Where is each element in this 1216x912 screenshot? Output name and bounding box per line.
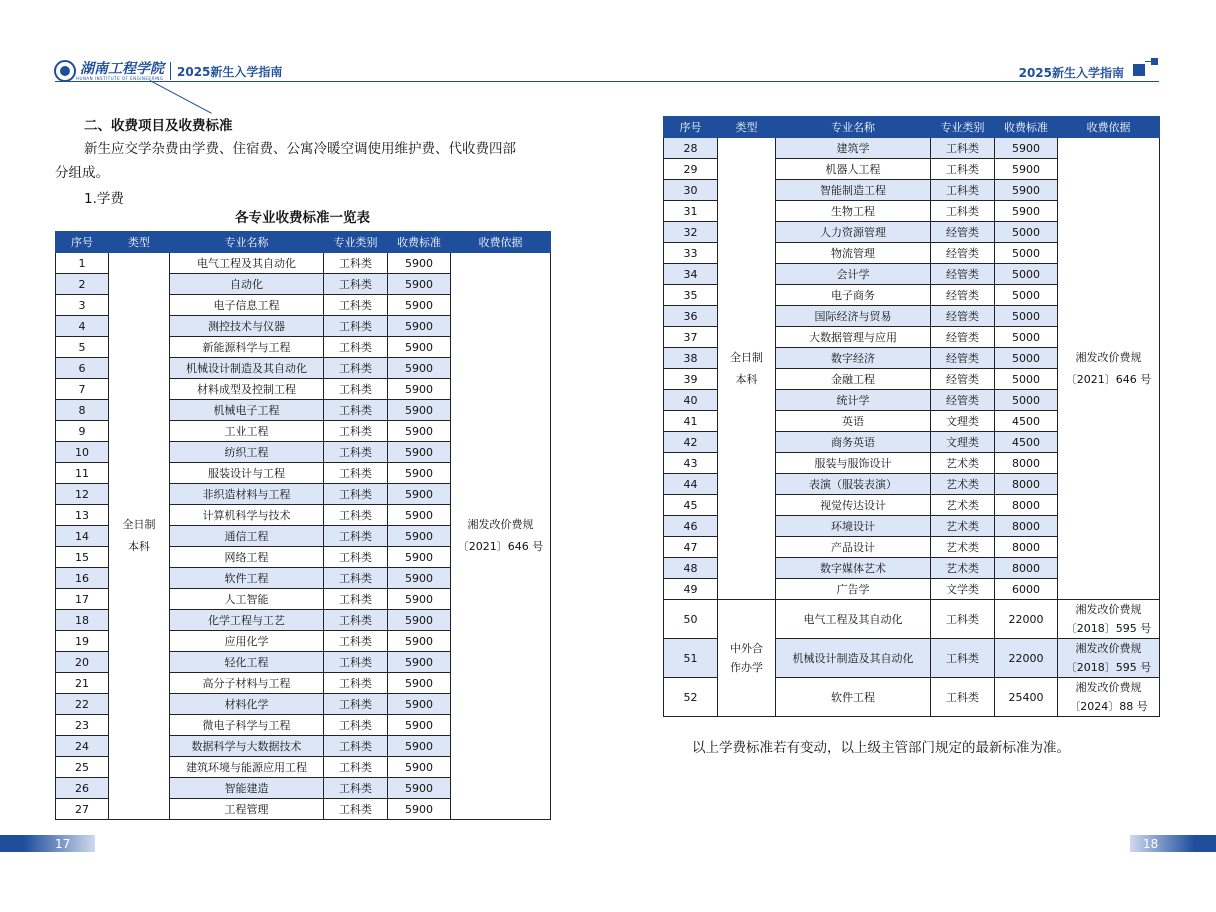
cell-no: 8 bbox=[56, 400, 109, 421]
cell-major: 电气工程及其自动化 bbox=[170, 253, 324, 274]
cell-major: 软件工程 bbox=[170, 568, 324, 589]
cell-category: 工科类 bbox=[324, 673, 388, 694]
cell-category: 艺术类 bbox=[931, 558, 995, 579]
cell-major: 电子商务 bbox=[776, 285, 931, 306]
cell-category: 工科类 bbox=[324, 736, 388, 757]
cell-major: 大数据管理与应用 bbox=[776, 327, 931, 348]
cell-fee: 5000 bbox=[995, 306, 1058, 327]
cell-category: 工科类 bbox=[324, 526, 388, 547]
cell-major: 计算机科学与技术 bbox=[170, 505, 324, 526]
cell-fee: 22000 bbox=[995, 600, 1058, 639]
cell-category: 经管类 bbox=[931, 327, 995, 348]
cell-fee: 5000 bbox=[995, 348, 1058, 369]
cell-major: 表演（服装表演） bbox=[776, 474, 931, 495]
header-category: 专业类别 bbox=[324, 232, 388, 253]
cell-basis bbox=[451, 253, 551, 820]
cell-fee: 5000 bbox=[995, 243, 1058, 264]
cell-basis-line1: 湘发改价费规 bbox=[467, 518, 534, 531]
cell-fee: 4500 bbox=[995, 432, 1058, 453]
cell-category: 工科类 bbox=[324, 547, 388, 568]
cell-fee: 6000 bbox=[995, 579, 1058, 600]
cell-basis bbox=[1058, 138, 1160, 600]
cell-major: 工程管理 bbox=[170, 799, 324, 820]
cell-major: 统计学 bbox=[776, 390, 931, 411]
cell-fee: 5900 bbox=[388, 295, 451, 316]
cell-major: 工业工程 bbox=[170, 421, 324, 442]
cell-no: 11 bbox=[56, 463, 109, 484]
school-seal-icon bbox=[54, 60, 76, 82]
cell-category: 工科类 bbox=[931, 180, 995, 201]
cell-basis-line2: 〔2021〕646 号 bbox=[457, 540, 544, 553]
cell-major: 网络工程 bbox=[170, 547, 324, 568]
cell-no: 32 bbox=[664, 222, 718, 243]
header-major: 专业名称 bbox=[170, 232, 324, 253]
cell-fee: 5000 bbox=[995, 369, 1058, 390]
cell-no: 38 bbox=[664, 348, 718, 369]
header-no: 序号 bbox=[664, 117, 718, 138]
cell-major: 新能源科学与工程 bbox=[170, 337, 324, 358]
cell-no: 10 bbox=[56, 442, 109, 463]
header-title-left: 2025新生入学指南 bbox=[177, 64, 283, 79]
cell-category: 经管类 bbox=[931, 348, 995, 369]
cell-fee: 8000 bbox=[995, 453, 1058, 474]
header-title-right: 2025新生入学指南 bbox=[1018, 66, 1124, 80]
table-row bbox=[56, 253, 551, 274]
cell-category: 工科类 bbox=[324, 757, 388, 778]
cell-category: 工科类 bbox=[931, 639, 995, 678]
cell-basis-line1: 湘发改价费规 bbox=[1075, 350, 1142, 364]
cell-major: 商务英语 bbox=[776, 432, 931, 453]
cell-fee: 5900 bbox=[388, 337, 451, 358]
cell-type-coop bbox=[718, 600, 776, 717]
table-title: 各专业收费标准一览表 bbox=[235, 210, 370, 226]
cell-fee: 5900 bbox=[388, 694, 451, 715]
cell-category: 工科类 bbox=[324, 610, 388, 631]
cell-category: 艺术类 bbox=[931, 495, 995, 516]
cell-fee: 5000 bbox=[995, 327, 1058, 348]
cell-major: 人工智能 bbox=[170, 589, 324, 610]
cell-no: 20 bbox=[56, 652, 109, 673]
cell-no: 26 bbox=[56, 778, 109, 799]
cell-fee: 5000 bbox=[995, 390, 1058, 411]
header-divider bbox=[170, 62, 171, 80]
subsection-title: 1.学费 bbox=[84, 191, 124, 207]
header-no: 序号 bbox=[56, 232, 109, 253]
table-row bbox=[664, 600, 1160, 639]
cell-major: 金融工程 bbox=[776, 369, 931, 390]
cell-major: 材料成型及控制工程 bbox=[170, 379, 324, 400]
cell-type-coop-line2: 作办学 bbox=[730, 661, 763, 674]
school-name: 湖南工程学院 bbox=[80, 60, 164, 77]
cell-basis bbox=[1058, 639, 1160, 678]
cell-fee: 5900 bbox=[995, 180, 1058, 201]
cell-fee: 5900 bbox=[388, 274, 451, 295]
cell-major: 产品设计 bbox=[776, 537, 931, 558]
cell-fee: 5000 bbox=[995, 222, 1058, 243]
cell-major: 服装与服饰设计 bbox=[776, 453, 931, 474]
cell-fee: 25400 bbox=[995, 678, 1058, 717]
cell-fee: 5900 bbox=[388, 568, 451, 589]
cell-no: 22 bbox=[56, 694, 109, 715]
cell-no: 23 bbox=[56, 715, 109, 736]
fee-change-note: 以上学费标准若有变动，以上级主管部门规定的最新标准为准。 bbox=[692, 740, 1070, 756]
cell-category: 艺术类 bbox=[931, 453, 995, 474]
cell-basis bbox=[1058, 600, 1160, 639]
cell-fee: 8000 bbox=[995, 537, 1058, 558]
cell-major: 数字媒体艺术 bbox=[776, 558, 931, 579]
cell-no: 15 bbox=[56, 547, 109, 568]
cell-category: 文理类 bbox=[931, 432, 995, 453]
cell-fee: 5900 bbox=[388, 253, 451, 274]
cell-fee: 5900 bbox=[388, 652, 451, 673]
cell-category: 工科类 bbox=[324, 316, 388, 337]
page-number-left: 17 bbox=[55, 837, 71, 851]
cell-major: 国际经济与贸易 bbox=[776, 306, 931, 327]
cell-major: 测控技术与仪器 bbox=[170, 316, 324, 337]
cell-major: 会计学 bbox=[776, 264, 931, 285]
cell-no: 28 bbox=[664, 138, 718, 159]
cell-major: 化学工程与工艺 bbox=[170, 610, 324, 631]
cell-fee: 5900 bbox=[995, 201, 1058, 222]
cell-fee: 22000 bbox=[995, 639, 1058, 678]
cell-no: 31 bbox=[664, 201, 718, 222]
cell-no: 3 bbox=[56, 295, 109, 316]
cell-basis-line2: 〔2018〕595 号 bbox=[1065, 622, 1152, 635]
cell-major: 数据科学与大数据技术 bbox=[170, 736, 324, 757]
cell-major: 智能制造工程 bbox=[776, 180, 931, 201]
cell-category: 工科类 bbox=[324, 274, 388, 295]
cell-fee: 5900 bbox=[388, 505, 451, 526]
cell-no: 39 bbox=[664, 369, 718, 390]
cell-no: 19 bbox=[56, 631, 109, 652]
cell-category: 经管类 bbox=[931, 285, 995, 306]
cell-no: 25 bbox=[56, 757, 109, 778]
cell-basis-line1: 湘发改价费规 bbox=[1075, 603, 1142, 616]
corner-square-icon bbox=[1133, 64, 1145, 76]
cell-major: 机械设计制造及其自动化 bbox=[170, 358, 324, 379]
cell-fee: 5900 bbox=[388, 631, 451, 652]
cell-fee: 5900 bbox=[388, 757, 451, 778]
cell-fee: 5900 bbox=[388, 799, 451, 820]
cell-major: 轻化工程 bbox=[170, 652, 324, 673]
cell-category: 工科类 bbox=[324, 715, 388, 736]
table-row bbox=[664, 138, 1160, 159]
corner-small-square-icon bbox=[1151, 58, 1158, 65]
cell-no: 6 bbox=[56, 358, 109, 379]
header-major: 专业名称 bbox=[776, 117, 931, 138]
cell-fee: 5000 bbox=[995, 285, 1058, 306]
header-fee: 收费标准 bbox=[388, 232, 451, 253]
cell-no: 5 bbox=[56, 337, 109, 358]
cell-no: 34 bbox=[664, 264, 718, 285]
cell-type-line1: 全日制 bbox=[122, 518, 156, 531]
cell-category: 工科类 bbox=[324, 400, 388, 421]
cell-major: 通信工程 bbox=[170, 526, 324, 547]
cell-category: 工科类 bbox=[324, 631, 388, 652]
cell-major: 电气工程及其自动化 bbox=[776, 600, 931, 639]
fee-table-left bbox=[55, 231, 551, 820]
header-rule-diagonal bbox=[150, 80, 212, 114]
cell-category: 艺术类 bbox=[931, 516, 995, 537]
cell-type-line1: 全日制 bbox=[730, 350, 763, 364]
cell-category: 艺术类 bbox=[931, 474, 995, 495]
cell-basis bbox=[1058, 678, 1160, 717]
cell-major: 机械电子工程 bbox=[170, 400, 324, 421]
cell-category: 工科类 bbox=[324, 652, 388, 673]
cell-no: 43 bbox=[664, 453, 718, 474]
footer-bar-left bbox=[0, 835, 95, 852]
cell-category: 经管类 bbox=[931, 369, 995, 390]
cell-major: 应用化学 bbox=[170, 631, 324, 652]
cell-no: 51 bbox=[664, 639, 718, 678]
cell-fee: 5900 bbox=[388, 547, 451, 568]
cell-fee: 5900 bbox=[995, 138, 1058, 159]
cell-no: 21 bbox=[56, 673, 109, 694]
cell-major: 自动化 bbox=[170, 274, 324, 295]
cell-type bbox=[109, 253, 170, 820]
cell-major: 机械设计制造及其自动化 bbox=[776, 639, 931, 678]
cell-fee: 8000 bbox=[995, 558, 1058, 579]
cell-no: 1 bbox=[56, 253, 109, 274]
cell-major: 建筑环境与能源应用工程 bbox=[170, 757, 324, 778]
cell-category: 工科类 bbox=[324, 589, 388, 610]
cell-fee: 5900 bbox=[388, 526, 451, 547]
cell-category: 经管类 bbox=[931, 243, 995, 264]
cell-category: 文学类 bbox=[931, 579, 995, 600]
cell-category: 工科类 bbox=[324, 463, 388, 484]
cell-major: 服装设计与工程 bbox=[170, 463, 324, 484]
cell-no: 7 bbox=[56, 379, 109, 400]
cell-type-line2: 本科 bbox=[128, 540, 150, 553]
cell-no: 42 bbox=[664, 432, 718, 453]
cell-no: 27 bbox=[56, 799, 109, 820]
school-logo bbox=[54, 60, 282, 82]
header-category: 专业类别 bbox=[931, 117, 995, 138]
cell-no: 49 bbox=[664, 579, 718, 600]
cell-major: 材料化学 bbox=[170, 694, 324, 715]
cell-no: 29 bbox=[664, 159, 718, 180]
cell-type-coop-line1: 中外合 bbox=[730, 642, 763, 655]
cell-major: 人力资源管理 bbox=[776, 222, 931, 243]
cell-category: 经管类 bbox=[931, 264, 995, 285]
cell-fee: 5000 bbox=[995, 264, 1058, 285]
section-paragraph-cont: 分组成。 bbox=[55, 165, 109, 181]
cell-basis-line1: 湘发改价费规 bbox=[1075, 681, 1142, 694]
cell-type bbox=[718, 138, 776, 600]
cell-fee: 5900 bbox=[995, 159, 1058, 180]
cell-no: 35 bbox=[664, 285, 718, 306]
cell-major: 机器人工程 bbox=[776, 159, 931, 180]
cell-major: 广告学 bbox=[776, 579, 931, 600]
cell-category: 工科类 bbox=[324, 337, 388, 358]
cell-no: 13 bbox=[56, 505, 109, 526]
cell-category: 工科类 bbox=[931, 138, 995, 159]
page-number-right: 18 bbox=[1143, 837, 1159, 851]
cell-category: 工科类 bbox=[324, 379, 388, 400]
cell-fee: 5900 bbox=[388, 400, 451, 421]
cell-no: 50 bbox=[664, 600, 718, 639]
cell-no: 52 bbox=[664, 678, 718, 717]
cell-no: 48 bbox=[664, 558, 718, 579]
cell-category: 工科类 bbox=[931, 159, 995, 180]
cell-category: 工科类 bbox=[324, 442, 388, 463]
cell-major: 非织造材料与工程 bbox=[170, 484, 324, 505]
cell-major: 生物工程 bbox=[776, 201, 931, 222]
cell-no: 18 bbox=[56, 610, 109, 631]
cell-major: 物流管理 bbox=[776, 243, 931, 264]
cell-no: 41 bbox=[664, 411, 718, 432]
header-type: 类型 bbox=[718, 117, 776, 138]
cell-category: 工科类 bbox=[931, 201, 995, 222]
cell-fee: 5900 bbox=[388, 442, 451, 463]
cell-fee: 8000 bbox=[995, 495, 1058, 516]
school-name-en: HUNAN INSTITUTE OF ENGINEERING bbox=[76, 75, 164, 81]
header-rule bbox=[55, 81, 1159, 82]
header-basis: 收费依据 bbox=[451, 232, 551, 253]
cell-major: 英语 bbox=[776, 411, 931, 432]
cell-no: 44 bbox=[664, 474, 718, 495]
cell-major: 高分子材料与工程 bbox=[170, 673, 324, 694]
fee-table-right bbox=[663, 116, 1160, 717]
cell-no: 9 bbox=[56, 421, 109, 442]
cell-major: 纺织工程 bbox=[170, 442, 324, 463]
cell-major: 电子信息工程 bbox=[170, 295, 324, 316]
cell-major: 微电子科学与工程 bbox=[170, 715, 324, 736]
cell-category: 工科类 bbox=[324, 694, 388, 715]
cell-fee: 5900 bbox=[388, 379, 451, 400]
cell-no: 40 bbox=[664, 390, 718, 411]
cell-category: 文理类 bbox=[931, 411, 995, 432]
cell-category: 经管类 bbox=[931, 222, 995, 243]
cell-major: 环境设计 bbox=[776, 516, 931, 537]
cell-fee: 5900 bbox=[388, 610, 451, 631]
cell-fee: 5900 bbox=[388, 484, 451, 505]
cell-no: 4 bbox=[56, 316, 109, 337]
section-paragraph: 新生应交学杂费由学费、住宿费、公寓冷暖空调使用维护费、代收费四部 bbox=[84, 141, 516, 157]
table-header-row bbox=[56, 232, 551, 253]
cell-basis-line2: 〔2024〕88 号 bbox=[1069, 700, 1148, 713]
table-header-row bbox=[664, 117, 1160, 138]
cell-no: 16 bbox=[56, 568, 109, 589]
cell-fee: 5900 bbox=[388, 358, 451, 379]
cell-category: 工科类 bbox=[324, 253, 388, 274]
cell-type-line2: 本科 bbox=[735, 372, 758, 386]
cell-no: 2 bbox=[56, 274, 109, 295]
cell-category: 工科类 bbox=[324, 505, 388, 526]
cell-category: 经管类 bbox=[931, 306, 995, 327]
cell-no: 30 bbox=[664, 180, 718, 201]
cell-category: 工科类 bbox=[931, 600, 995, 639]
cell-major: 智能建造 bbox=[170, 778, 324, 799]
cell-no: 12 bbox=[56, 484, 109, 505]
cell-fee: 8000 bbox=[995, 516, 1058, 537]
cell-basis-line2: 〔2021〕646 号 bbox=[1065, 372, 1152, 386]
cell-fee: 4500 bbox=[995, 411, 1058, 432]
cell-category: 工科类 bbox=[324, 778, 388, 799]
cell-fee: 5900 bbox=[388, 421, 451, 442]
cell-no: 24 bbox=[56, 736, 109, 757]
cell-no: 36 bbox=[664, 306, 718, 327]
cell-fee: 5900 bbox=[388, 778, 451, 799]
cell-no: 33 bbox=[664, 243, 718, 264]
cell-category: 工科类 bbox=[324, 295, 388, 316]
cell-basis-line1: 湘发改价费规 bbox=[1075, 642, 1142, 655]
cell-fee: 5900 bbox=[388, 589, 451, 610]
cell-fee: 5900 bbox=[388, 715, 451, 736]
header-fee: 收费标准 bbox=[995, 117, 1058, 138]
cell-no: 47 bbox=[664, 537, 718, 558]
header-basis: 收费依据 bbox=[1058, 117, 1160, 138]
cell-category: 工科类 bbox=[324, 484, 388, 505]
cell-major: 数字经济 bbox=[776, 348, 931, 369]
section-title: 二、收费项目及收费标准 bbox=[84, 118, 233, 134]
cell-fee: 5900 bbox=[388, 316, 451, 337]
cell-fee: 5900 bbox=[388, 463, 451, 484]
header-type: 类型 bbox=[109, 232, 170, 253]
cell-major: 软件工程 bbox=[776, 678, 931, 717]
cell-no: 45 bbox=[664, 495, 718, 516]
cell-basis-line2: 〔2018〕595 号 bbox=[1065, 661, 1152, 674]
cell-category: 艺术类 bbox=[931, 537, 995, 558]
cell-major: 建筑学 bbox=[776, 138, 931, 159]
cell-category: 工科类 bbox=[324, 421, 388, 442]
cell-fee: 5900 bbox=[388, 673, 451, 694]
cell-no: 14 bbox=[56, 526, 109, 547]
cell-no: 17 bbox=[56, 589, 109, 610]
cell-category: 经管类 bbox=[931, 390, 995, 411]
cell-category: 工科类 bbox=[931, 678, 995, 717]
cell-category: 工科类 bbox=[324, 799, 388, 820]
cell-no: 46 bbox=[664, 516, 718, 537]
cell-major: 视觉传达设计 bbox=[776, 495, 931, 516]
cell-category: 工科类 bbox=[324, 568, 388, 589]
cell-fee: 8000 bbox=[995, 474, 1058, 495]
cell-category: 工科类 bbox=[324, 358, 388, 379]
cell-no: 37 bbox=[664, 327, 718, 348]
cell-fee: 5900 bbox=[388, 736, 451, 757]
